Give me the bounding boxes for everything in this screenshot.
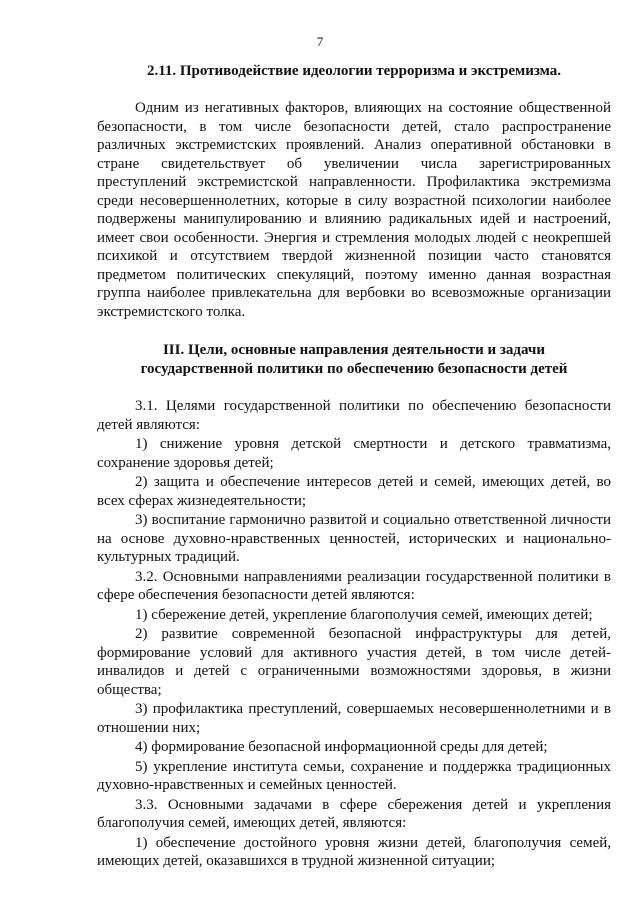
list-item-3-1-3: 3) воспитание гармонично развитой и социально ответственной личности на основе духовно-нравственных ценностей, исторических и национально-культурных традиций. bbox=[97, 512, 611, 565]
list-item-3-2-5: 5) укрепление института семьи, сохранение и поддержка традиционных духовно-нравственных и семейных ценностей. bbox=[97, 758, 611, 793]
list-item-3-1-2: 2) защита и обеспечение интересов детей и семей, имеющих детей, во всех сферах жизнедеятельности; bbox=[97, 474, 611, 509]
list-item-3-2-2: 2) развитие современной безопасной инфраструктуры для детей, формирование условий для активного участия детей, в том числе детей-инвалидов и детей с ограниченными возможностями здоровья, в жизни общества; bbox=[97, 626, 611, 698]
paragraph-3-1: 3.1. Целями государственной политики по обеспечению безопасности детей являются: bbox=[97, 398, 611, 433]
section-heading-3-line-2: государственной политики по обеспечению безопасности детей bbox=[140, 361, 568, 377]
list-item-3-3-1: 1) обеспечение достойного уровня жизни детей, благополучия семей, имеющих детей, оказавшихся в трудной жизненной ситуации; bbox=[97, 834, 611, 869]
list-item-3-1-1: 1) снижение уровня детской смертности и детского травматизма, сохранение здоровья детей; bbox=[97, 436, 611, 471]
section-heading-3 bbox=[97, 341, 611, 379]
list-item-3-2-3: 3) профилактика преступлений, совершаемых несовершеннолетними и в отношении них; bbox=[97, 701, 611, 736]
page-number: 7 bbox=[316, 34, 324, 49]
section-2-11-paragraph: Одним из негативных факторов, влияющих на состояние общественной безопасности, в том числе безопасности детей, стало распространение различных экстремистских проявлений. Анализ оперативной обстановки в стране свидетельствует об увеличении числа зарегистрированных преступлений экстремистской направленности. Профилактика экстремизма среди несовершеннолетних, которые в силу возрастной психологии наиболее подвержены манипулированию и влиянию радикальных идей и настроений, имеет свои особенности. Энергия и стремления молодых людей с неокрепшей психикой и отсутствием твердой жизненной позиции часто становятся предметом политических спекуляций, поэтому именно данная возрастная группа наиболее привлекательна для вербовки во всевозможные организации экстремистского толка. bbox=[97, 100, 611, 320]
paragraph-3-2: 3.2. Основными направлениями реализации государственной политики в сфере обеспечения безопасности детей являются: bbox=[97, 568, 611, 603]
section-heading-3-line-1: III. Цели, основные направления деятельности и задачи bbox=[162, 342, 546, 358]
document-body bbox=[97, 62, 611, 872]
section-spacer bbox=[97, 321, 611, 341]
list-item-3-2-1: 1) сбережение детей, укрепление благополучия семей, имеющих детей; bbox=[135, 606, 593, 623]
section-heading-2-11: 2.11. Противодействие идеологии терроризма и экстремизма. bbox=[146, 63, 562, 79]
list-item-3-2-4: 4) формирование безопасной информационной среды для детей; bbox=[135, 739, 548, 755]
paragraph-3-3: 3.3. Основными задачами в сфере сбережения детей и укрепления благополучия семей, имеющих детей, являются: bbox=[97, 796, 611, 831]
